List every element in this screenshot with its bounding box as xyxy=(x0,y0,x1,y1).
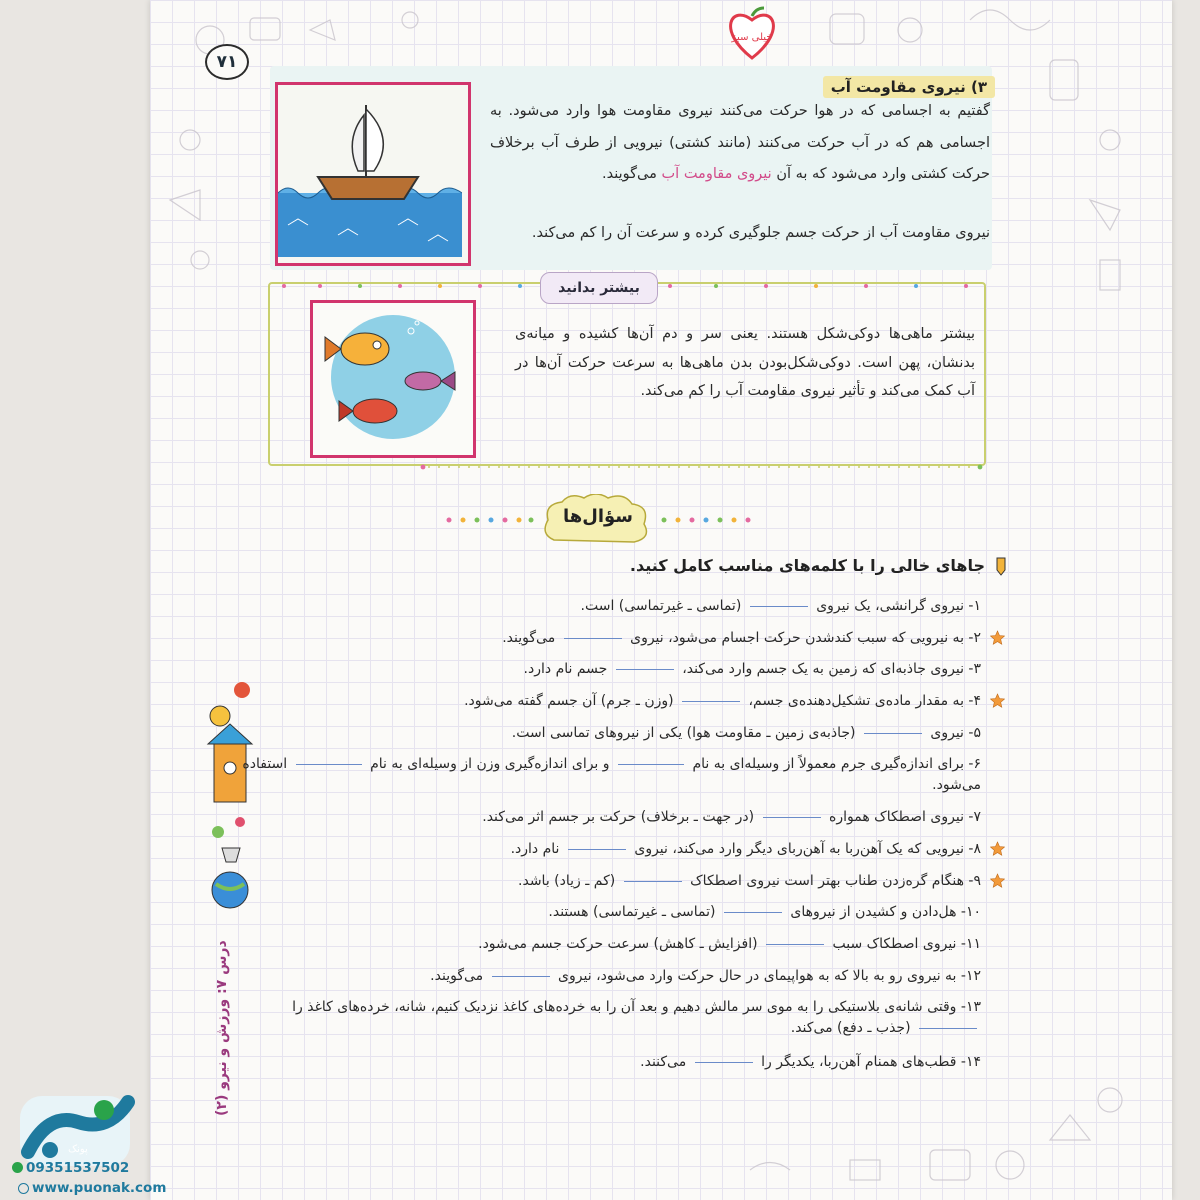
answer-blank[interactable] xyxy=(568,849,626,850)
know-more-text: بیشتر ماهی‌ها دوکی‌شکل هستند. یعنی سر و دم آن‌ها کشیده و میانه‌ی بدنشان، پهن است. دوکی‌شکل‌بودن بدن ماهی‌ها به سرعت حرکت آن‌ها در آب کمک می‌کند و تأثیر نیروی مقاومت آب را کم می‌کند. xyxy=(515,326,975,399)
answer-blank[interactable] xyxy=(682,701,740,702)
pencil-icon xyxy=(993,556,1009,576)
answer-blank[interactable] xyxy=(724,912,782,913)
watermark-phone xyxy=(12,1160,129,1176)
question-item xyxy=(225,902,985,923)
question-text: (تماسی ـ غیرتماسی) هستند. xyxy=(548,904,720,921)
question-text: جسم نام دارد. xyxy=(523,661,612,678)
answer-blank[interactable] xyxy=(564,638,622,639)
answer-blank[interactable] xyxy=(763,817,821,818)
questions-title: سؤال‌ها xyxy=(562,506,633,527)
question-text: (جذب ـ دفع) می‌کند. xyxy=(790,1020,915,1037)
section-title: ۳) نیروی مقاومت آب xyxy=(823,76,995,98)
question-item xyxy=(225,659,985,680)
watermark-url-text: www.puonak.com xyxy=(32,1180,167,1196)
watermark-brand: پونک xyxy=(68,1144,88,1155)
question-item xyxy=(225,691,985,712)
logo-text: خیلی سبز xyxy=(731,32,773,43)
question-text: (در جهت ـ برخلاف) حرکت بر جسم اثر می‌کند. xyxy=(482,809,759,826)
question-text: ۲- به نیرویی که سبب کندشدن حرکت اجسام می‌شود، نیروی xyxy=(625,629,981,646)
question-text: ۳- نیروی جاذبه‌ای که زمین به یک جسم وارد می‌کند، xyxy=(677,661,981,678)
question-text: ۱۲- به نیروی رو به بالا که به هواپیمای در حال حرکت وارد می‌شود، نیروی xyxy=(553,967,981,984)
questions-dots-left xyxy=(445,517,535,523)
question-item xyxy=(225,596,985,617)
question-text: ۷- نیروی اصطکاک همواره xyxy=(824,809,981,826)
question-item xyxy=(225,871,985,892)
question-item xyxy=(225,807,985,828)
question-text: می‌گویند. xyxy=(430,967,488,984)
paragraph-text-end: می‌گویند. xyxy=(602,166,662,182)
paragraph-text: گفتیم به اجسامی که در هوا حرکت می‌کنند نیروی مقاومت هوا وارد می‌شود. به اجسامی هم که در آب حرکت می‌کنند (مانند کشتی) نیرویی از طرف آب برخلاف حرکت کشتی وارد می‌شود که به آن xyxy=(490,103,990,182)
highlighted-term: نیروی مقاومت آب xyxy=(661,166,772,182)
question-text: (وزن ـ جرم) آن جسم گفته می‌شود. xyxy=(464,693,679,710)
answer-blank[interactable] xyxy=(695,1062,753,1063)
star-icon xyxy=(990,841,1005,856)
answer-blank[interactable] xyxy=(864,733,922,734)
question-text: (کم ـ زیاد) باشد. xyxy=(518,872,620,889)
boat-illustration xyxy=(275,82,471,266)
question-text: ۹- هنگام گره‌زدن طناب بهتر است نیروی اصطکاک xyxy=(685,872,981,889)
question-text: ۴- به مقدار ماده‌ی تشکیل‌دهنده‌ی جسم، xyxy=(744,693,981,710)
question-text: ۱۱- نیروی اصطکاک سبب xyxy=(828,935,981,952)
question-text: ۱۰- هل‌دادن و کشیدن از نیروهای xyxy=(785,904,981,921)
question-text: ۵- نیروی xyxy=(925,724,981,741)
section-paragraph xyxy=(490,96,990,191)
star-icon xyxy=(990,630,1005,645)
know-more-title: بیشتر بدانید xyxy=(540,272,658,304)
section-paragraph-2: نیروی مقاومت آب از حرکت جسم جلوگیری کرده و سرعت آن را کم می‌کند. xyxy=(531,225,990,241)
star-icon xyxy=(990,873,1005,888)
answer-blank[interactable] xyxy=(618,764,684,765)
question-item xyxy=(225,997,985,1039)
question-text: می‌کنند. xyxy=(640,1053,691,1070)
globe-icon xyxy=(18,1183,29,1194)
questions-instruction: جاهای خالی را با کلمه‌های مناسب کامل کنید. xyxy=(629,556,985,575)
answer-blank[interactable] xyxy=(750,606,808,607)
answer-blank[interactable] xyxy=(492,976,550,977)
publisher-logo xyxy=(722,6,782,62)
dotted-divider-bottom xyxy=(420,464,990,470)
watermark-url xyxy=(18,1180,166,1196)
question-text: (جاذبه‌ی زمین ـ مقاومت هوا) یکی از نیروهای تماسی است. xyxy=(511,724,860,741)
question-text: ۱۳- وقتی شانه‌ی بلاستیکی را به موی سر مالش دهیم و بعد آن را به خرده‌های کاغذ نزدیک کنیم، شانه، خرده‌های کاغذ را xyxy=(292,999,981,1016)
question-text: (تماسی ـ غیرتماسی) است. xyxy=(580,598,746,614)
page-number: ۷۱ xyxy=(205,44,249,80)
answer-blank[interactable] xyxy=(766,944,824,945)
question-text: ۸- نیرویی که یک آهن‌ربا به آهن‌ربای دیگر وارد می‌کند، نیروی xyxy=(629,840,981,857)
answer-blank[interactable] xyxy=(919,1028,977,1029)
answer-blank[interactable] xyxy=(296,764,362,765)
answer-blank[interactable] xyxy=(624,881,682,882)
star-icon xyxy=(990,693,1005,708)
question-item xyxy=(225,628,985,649)
lesson-side-label: درس ۷: ورزش و نیرو (۲) xyxy=(214,940,230,1116)
question-item xyxy=(225,934,985,955)
question-text: استفاده می‌شود. xyxy=(242,756,981,794)
question-text: ۱- نیروی گرانشی، یک نیروی xyxy=(811,598,981,614)
question-text: می‌گویند. xyxy=(502,629,560,646)
question-text: ۱۴- قطب‌های همنام آهن‌ربا، یکدیگر را xyxy=(756,1053,981,1070)
question-item xyxy=(225,1052,985,1073)
phone-icon xyxy=(12,1162,23,1173)
question-text: و برای اندازه‌گیری وزن از وسیله‌ای به نام xyxy=(365,756,614,773)
questions-dots-right xyxy=(660,517,760,523)
fish-illustration xyxy=(310,300,476,458)
answer-blank[interactable] xyxy=(616,669,674,670)
question-item xyxy=(225,966,985,987)
question-text: ۶- برای اندازه‌گیری جرم معمولاً از وسیله‌ای به نام xyxy=(688,756,981,773)
questions-list xyxy=(225,596,985,1083)
question-text: (افزایش ـ کاهش) سرعت حرکت جسم می‌شود. xyxy=(478,935,763,952)
question-item xyxy=(225,723,985,744)
puonak-logo xyxy=(8,1080,148,1195)
watermark-phone-text: 09351537502 xyxy=(26,1160,130,1176)
question-text: نام دارد. xyxy=(510,840,564,857)
question-item xyxy=(225,839,985,860)
question-item xyxy=(225,754,985,796)
